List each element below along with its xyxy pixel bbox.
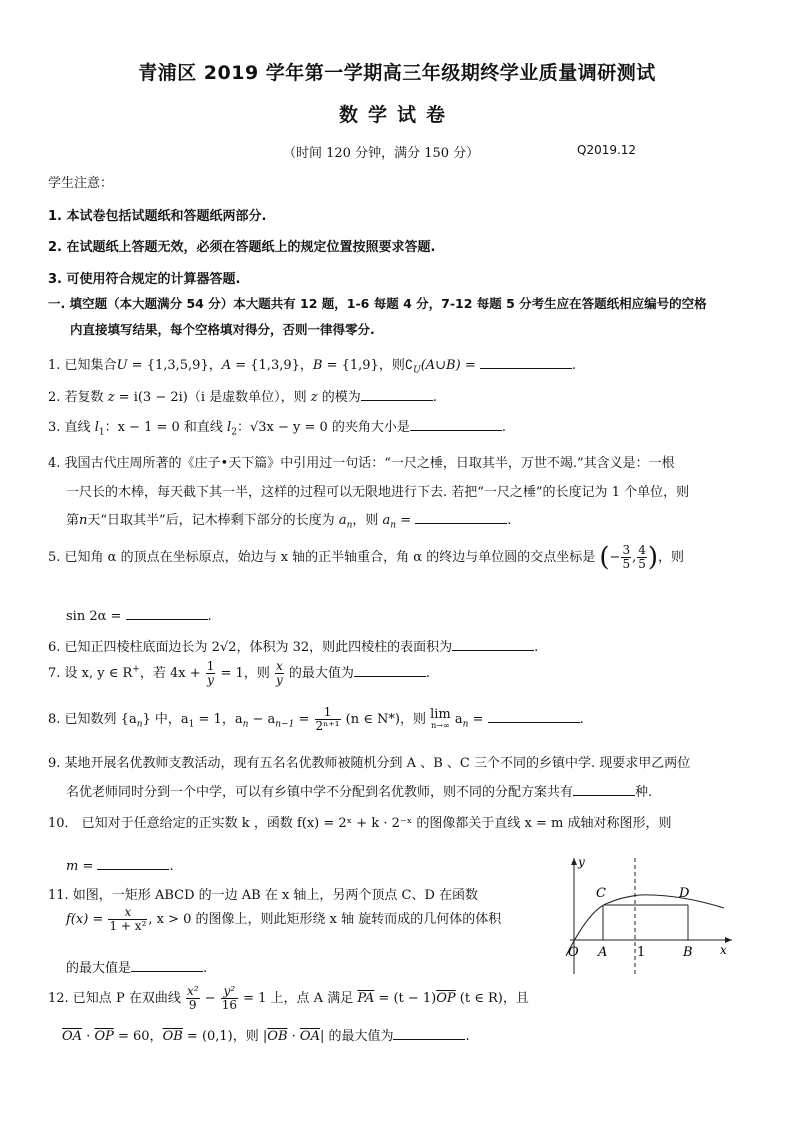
- label-x: x: [720, 943, 727, 957]
- question-4-line1: 4. 我国古代庄周所著的《庄子•天下篇》中引用过一句话：“一尺之棰，日取其半，万世不竭.”其含义是：一根: [48, 456, 675, 471]
- answer-blank[interactable]: [131, 959, 203, 972]
- question-1: 1. 已知集合U = {1,3,5,9}，A = {1,3,9}，B = {1,9}，则$∁_U(A\cup B)$ = .: [48, 358, 576, 376]
- answer-blank[interactable]: [415, 511, 507, 524]
- question-5: 5. 已知角 α 的顶点在坐标原点，始边与 x 轴的正半轴重合，角 α 的终边与单位圆的交点坐标是 (− $\frac{3}{5}$ , $\frac{4}{5}$ )，则: [48, 542, 685, 573]
- time-info: （时间 120 分钟，满分 150 分）: [283, 146, 480, 161]
- question-11-line2: f(x) = $\frac{x}{\text{1 + x²}}$ , x > 0 的图像上，则此矩形绕 x 轴 旋转而成的几何体的体积: [66, 905, 502, 933]
- question-10-line1: 10． 已知对于任意给定的正实数 k ，函数 f(x) = 2ˣ + k · 2⁻ˣ 的图像都关于直线 x = m 成轴对称图形，则: [48, 816, 672, 831]
- question-9-line2: 名优老师同时分到一个中学，可以有乡镇中学不分配到名优教师，则不同的分配方案共有 种.: [66, 785, 653, 800]
- section-heading-line2: 内直接填写结果，每个空格填对得分，否则一律得零分.: [70, 322, 375, 337]
- label-1: 1: [637, 945, 646, 960]
- note-item: 2. 在试题纸上答题无效，必须在答题纸上的规定位置按照要求答题.: [48, 240, 436, 255]
- exam-subtitle: 数学试卷: [338, 104, 455, 126]
- label-C: C: [596, 886, 606, 901]
- y-axis-arrow: [571, 858, 577, 865]
- answer-blank[interactable]: [393, 1027, 465, 1040]
- question-8: 8. 已知数列 $\{a_n\}$ 中，$a_1 = 1$，$a_n - a_{n-1}$ = $\frac{1}{\text{2ⁿ⁺¹}}$ (n ∈ N*)，则 lim n→∞ $a_n$ = .: [48, 705, 584, 733]
- question-5-line2: sin 2α = .: [66, 609, 212, 624]
- answer-blank[interactable]: [480, 356, 572, 369]
- label-O: O: [568, 945, 579, 960]
- question-4-line2: 一尺长的木棒，每天截下其一半，这样的过程可以无限地进行下去. 若把“一尺之棰”的长度记为 1 个单位，则: [66, 485, 690, 500]
- answer-blank[interactable]: [452, 638, 534, 651]
- question-9-line1: 9. 某地开展名优教师支教活动，现有五名名优教师被随机分到 A 、B 、C 三个不同的乡镇中学. 现要求甲乙两位: [48, 756, 691, 771]
- exam-code: Q2019.12: [577, 143, 637, 157]
- question-4-line3: 第n天“日取其半”后，记木棒剩下部分的长度为 $a_n$，则 $a_n$ = .: [66, 513, 512, 531]
- answer-blank[interactable]: [361, 388, 433, 401]
- note-item: 1. 本试卷包括试题纸和答题纸两部分.: [48, 209, 267, 224]
- question-10-line2: m = .: [66, 859, 174, 874]
- answer-blank[interactable]: [126, 607, 208, 620]
- note-item: 3. 可使用符合规定的计算器答题.: [48, 272, 241, 287]
- question-12-line1: 12. 已知点 P 在双曲线 $\frac{\text{x²}}{9}$ − $\frac{\text{y²}}{16}$ = 1 上，点 A 满足 $\overline{PA} = (t - 1)\overline{OP}$ (t ∈ R)，且: [48, 984, 529, 1012]
- question-6: 6. 已知正四棱柱底面边长为 2√2，体积为 32，则此四棱柱的表面积为 .: [48, 640, 539, 655]
- function-figure: [548, 850, 740, 980]
- question-3: 3. 直线 $l_1$：x − 1 = 0 和直线 $l_2$：√3x − y = 0 的夹角大小是 .: [48, 420, 507, 438]
- answer-blank[interactable]: [573, 783, 635, 796]
- question-11-line3: 的最大值是 .: [66, 961, 208, 976]
- answer-blank[interactable]: [354, 664, 426, 677]
- label-y: y: [578, 855, 585, 869]
- answer-blank[interactable]: [488, 710, 580, 723]
- answer-blank[interactable]: [97, 857, 169, 870]
- label-A: A: [598, 945, 608, 960]
- question-12-line2: $\overline{OA} \cdot \overline{OP} = 60$，$\overline{OB} = (0,1)$，则 $|\overline{OB} \cdot \overline{OA}|$ 的最大值为 .: [62, 1029, 470, 1044]
- question-11-line1: 11. 如图，一矩形 ABCD 的一边 AB 在 x 轴上，另两个顶点 C、D 在函数: [48, 888, 479, 903]
- notes-heading: 学生注意：: [48, 176, 114, 191]
- question-2: 2. 若复数 z = i(3 − 2i)（i 是虚数单位），则 z 的模为 .: [48, 390, 437, 405]
- exam-title: 青浦区 2019 学年第一学期高三年级期终学业质量调研测试: [138, 62, 656, 84]
- question-7: 7. 设 x, y ∈ R+，若 4x + $\frac{1}{y}$ = 1，则 $\frac{x}{y}$ 的最大值为 .: [48, 659, 431, 687]
- label-D: D: [679, 886, 690, 901]
- answer-blank[interactable]: [410, 418, 502, 431]
- section-heading-line1: 一. 填空题（本大题满分 54 分）本大题共有 12 题，1-6 每题 4 分，7-12 每题 5 分考生应在答题纸相应编号的空格: [48, 296, 707, 311]
- label-B: B: [683, 945, 693, 960]
